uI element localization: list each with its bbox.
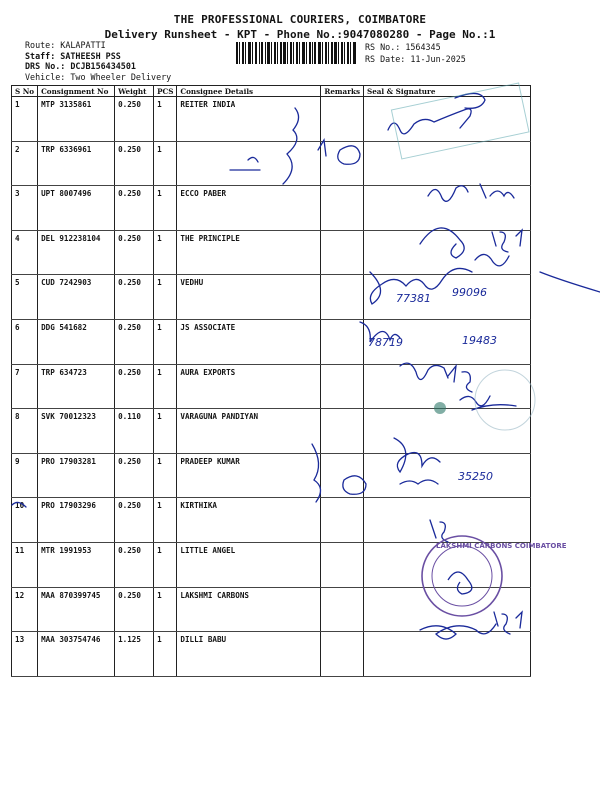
cell-sno: 5 — [12, 275, 38, 320]
circle-mark-row10 — [343, 476, 366, 494]
cell-weight: 1.125 — [115, 632, 154, 677]
cell-consignment: MAA 870399745 — [38, 587, 115, 632]
cell-weight: 0.250 — [115, 542, 154, 587]
cell-pcs: 1 — [154, 542, 177, 587]
cell-sno: 9 — [12, 453, 38, 498]
dash-mark-row2 — [230, 157, 260, 170]
signature-row4 — [420, 228, 509, 266]
cell-consignment: UPT 8007496 — [38, 186, 115, 231]
staff-text: Staff: SATHEESH PSS — [25, 50, 121, 61]
cell-sno: 8 — [12, 409, 38, 454]
cell-pcs: 1 — [154, 97, 177, 142]
cell-weight: 0.250 — [115, 364, 154, 409]
cell-sno: 3 — [12, 186, 38, 231]
cell-consignment: MAA 303754746 — [38, 632, 115, 677]
cell-weight: 0.250 — [115, 141, 154, 186]
cell-pcs: 1 — [154, 364, 177, 409]
date-row13 — [494, 612, 522, 634]
cell-sno: 4 — [12, 230, 38, 275]
date-row4 — [492, 230, 522, 252]
cell-consignee: LAKSHMI CARBONS — [177, 587, 321, 632]
cell-consignment: DDG 541682 — [38, 319, 115, 364]
hand-number-2: 19483 — [462, 334, 497, 347]
cell-pcs: 1 — [154, 587, 177, 632]
drs-value: DCJB156434501 — [70, 61, 136, 71]
cell-consignment: SVK 70012323 — [38, 409, 115, 454]
bracket-mark-row10 — [312, 444, 321, 502]
cell-consignee: REITER INDIA — [177, 97, 321, 142]
cell-weight: 0.250 — [115, 230, 154, 275]
cell-weight: 0.250 — [115, 319, 154, 364]
cell-consignment: TRP 6336961 — [38, 141, 115, 186]
drs-label: DRS No.: — [25, 61, 66, 71]
cell-pcs: 1 — [154, 141, 177, 186]
runsheet-title: Delivery Runsheet - KPT - Phone No.:9047080280 - Page No.:1 — [104, 28, 496, 41]
signature-row3 — [428, 184, 514, 201]
cell-consignment: MTP 3135861 — [38, 97, 115, 142]
seal-stamp — [422, 536, 567, 616]
teal-stamp-row1 — [391, 83, 529, 159]
rs-date: RS Date: 11-Jun-2025 — [365, 54, 466, 64]
date-row12 — [430, 520, 448, 542]
signature-row8 — [400, 363, 448, 379]
cell-sno: 6 — [12, 319, 38, 364]
cell-consignee: PRADEEP KUMAR — [177, 453, 321, 498]
cell-consignee: VEDHU — [177, 275, 321, 320]
col-remarks: Remarks — [321, 86, 364, 97]
cell-pcs: 1 — [154, 453, 177, 498]
col-weight: Weight — [115, 86, 154, 97]
route-text: Route: KALAPATTI — [25, 40, 106, 50]
hand-number-4: 99096 — [452, 286, 487, 299]
cell-sno: 2 — [12, 141, 38, 186]
date-row8 — [448, 366, 472, 392]
signature-row9 — [460, 396, 516, 410]
cell-pcs: 1 — [154, 186, 177, 231]
cell-pcs: 1 — [154, 319, 177, 364]
cell-sno: 10 — [12, 498, 38, 543]
cell-pcs: 1 — [154, 230, 177, 275]
cell-sno: 12 — [12, 587, 38, 632]
col-consignment: Consignment No — [38, 86, 115, 97]
signature-row13 — [420, 624, 496, 639]
arrow-mark-row2 — [318, 140, 326, 156]
cell-pcs: 1 — [154, 498, 177, 543]
circle-mark-row11 — [12, 502, 26, 507]
hand-number-1: 78719 — [368, 336, 403, 349]
cell-consignee: JS ASSOCIATE — [177, 319, 321, 364]
cell-sno: 13 — [12, 632, 38, 677]
cell-consignment: TRP 634723 — [38, 364, 115, 409]
company-title: THE PROFESSIONAL COURIERS, COIMBATORE — [173, 13, 427, 26]
cell-consignee: VARAGUNA PANDIYAN — [177, 409, 321, 454]
cell-consignment: CUD 7242903 — [38, 275, 115, 320]
long-stroke-row5 — [540, 272, 600, 292]
cell-consignee: DILLI BABU — [177, 632, 321, 677]
cell-consignee: KIRTHIKA — [177, 498, 321, 543]
cell-consignee: LITTLE ANGEL — [177, 542, 321, 587]
cell-consignment: MTR 1991953 — [38, 542, 115, 587]
cell-pcs: 1 — [154, 275, 177, 320]
cell-consignee: THE PRINCIPLE — [177, 230, 321, 275]
cell-consignee: ECCO PABER — [177, 186, 321, 231]
cell-sno: 7 — [12, 364, 38, 409]
hand-number-5: 35250 — [458, 470, 493, 483]
cell-consignment: PRO 17903281 — [38, 453, 115, 498]
cell-weight: 0.250 — [115, 97, 154, 142]
cell-weight: 0.250 — [115, 186, 154, 231]
cell-weight: 0.250 — [115, 498, 154, 543]
col-signature: Seal & Signature — [364, 86, 531, 97]
cell-pcs: 1 — [154, 409, 177, 454]
cell-weight: 0.250 — [115, 453, 154, 498]
cell-pcs: 1 — [154, 632, 177, 677]
hand-number-3: 77381 — [396, 292, 431, 305]
cell-weight: 0.250 — [115, 275, 154, 320]
signature-row1 — [388, 109, 471, 134]
vehicle-text: Vehicle: Two Wheeler Delivery — [25, 71, 172, 82]
circle-mark-row2 — [338, 146, 360, 164]
cell-consignment: PRO 17903296 — [38, 498, 115, 543]
cell-consignee: AURA EXPORTS — [177, 364, 321, 409]
cell-sno: 1 — [12, 97, 38, 142]
cell-sno: 11 — [12, 542, 38, 587]
col-pcs: PCS — [154, 86, 177, 97]
bracket-mark-row1 — [283, 108, 299, 184]
seal-text: LAKSHMI CARBONS COIMBATORE — [436, 542, 567, 550]
cell-weight: 0.250 — [115, 587, 154, 632]
signature-row10 — [394, 438, 440, 484]
cell-weight: 0.110 — [115, 409, 154, 454]
teal-stamp-row8 — [434, 370, 535, 430]
col-sno: S No — [12, 86, 38, 97]
col-consignee: Consignee Details — [177, 86, 321, 97]
cell-consignment: DEL 912238104 — [38, 230, 115, 275]
rs-number: RS No.: 1564345 — [365, 42, 441, 52]
